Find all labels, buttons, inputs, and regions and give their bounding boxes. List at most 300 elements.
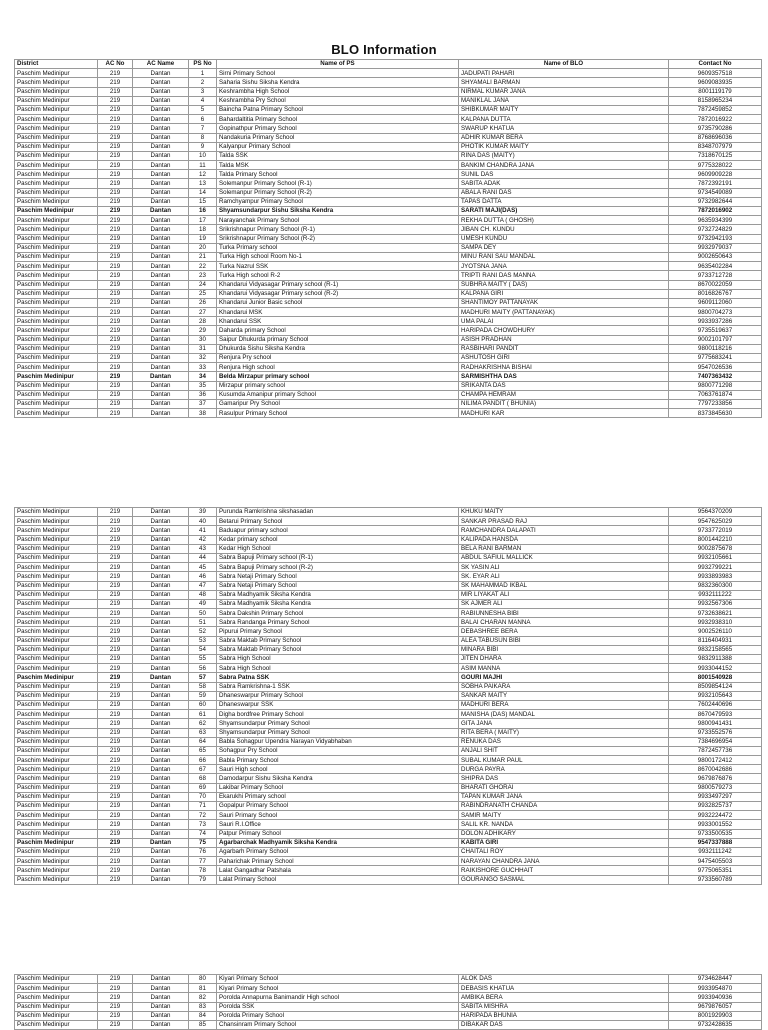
blo-name-cell: ASISH PRADHAN bbox=[459, 335, 669, 344]
ac-no-cell: 219 bbox=[98, 691, 133, 700]
contact-no-cell: 9933044152 bbox=[669, 664, 762, 673]
ac-name-cell: Dantan bbox=[133, 289, 189, 298]
ac-no-cell: 219 bbox=[98, 783, 133, 792]
table-row bbox=[15, 1011, 762, 1020]
ps-no-cell: 83 bbox=[189, 1002, 217, 1011]
blo-name-cell: CHAITALI ROY bbox=[459, 847, 669, 856]
table-row bbox=[15, 553, 762, 562]
ps-no-cell: 72 bbox=[189, 811, 217, 820]
ps-name-cell: Srikrishnapur Primary School (R-1) bbox=[217, 225, 459, 234]
ps-no-cell: 24 bbox=[189, 280, 217, 289]
contact-no-cell: 9609112060 bbox=[669, 298, 762, 307]
table-row bbox=[15, 829, 762, 838]
table-row bbox=[15, 599, 762, 608]
ac-no-cell: 219 bbox=[98, 655, 133, 664]
ac-name-cell: Dantan bbox=[133, 381, 189, 390]
ps-no-cell: 47 bbox=[189, 581, 217, 590]
district-cell: Paschim Medinipur bbox=[15, 975, 98, 984]
ac-no-cell: 219 bbox=[98, 774, 133, 783]
contact-no-cell: 9564370209 bbox=[669, 508, 762, 517]
table-row bbox=[15, 317, 762, 326]
ps-name-cell: Sauri High school bbox=[217, 765, 459, 774]
district-cell: Paschim Medinipur bbox=[15, 517, 98, 526]
table-row bbox=[15, 765, 762, 774]
ac-name-cell: Dantan bbox=[133, 115, 189, 124]
blo-name-cell: KALPANA GIRI bbox=[459, 289, 669, 298]
ac-name-cell: Dantan bbox=[133, 691, 189, 700]
ac-no-cell: 219 bbox=[98, 216, 133, 225]
district-cell: Paschim Medinipur bbox=[15, 765, 98, 774]
blo-table-page-3 bbox=[14, 974, 762, 1030]
ac-name-cell: Dantan bbox=[133, 563, 189, 572]
ps-name-cell: Gopalpur Primary School bbox=[217, 802, 459, 811]
district-cell: Paschim Medinipur bbox=[15, 197, 98, 206]
district-cell: Paschim Medinipur bbox=[15, 170, 98, 179]
contact-no-cell: 9933954870 bbox=[669, 984, 762, 993]
ps-name-cell: Damodarpur Sishu Siksha Kendra bbox=[217, 774, 459, 783]
blo-name-cell: SABITA ADAK bbox=[459, 179, 669, 188]
ac-no-cell: 219 bbox=[98, 344, 133, 353]
contact-no-cell: 9733712728 bbox=[669, 271, 762, 280]
table-body bbox=[15, 69, 762, 418]
table-row bbox=[15, 618, 762, 627]
ac-no-cell: 219 bbox=[98, 682, 133, 691]
district-cell: Paschim Medinipur bbox=[15, 133, 98, 142]
contact-no-cell: 9735790286 bbox=[669, 124, 762, 133]
ac-no-cell: 219 bbox=[98, 78, 133, 87]
ac-name-cell: Dantan bbox=[133, 975, 189, 984]
ps-name-cell: Renjura Pry school bbox=[217, 354, 459, 363]
table-row bbox=[15, 719, 762, 728]
ps-name-cell: Baincha Patna Primary School bbox=[217, 105, 459, 114]
table-row bbox=[15, 783, 762, 792]
blo-name-cell: BHARATI GHORAI bbox=[459, 783, 669, 792]
ac-name-cell: Dantan bbox=[133, 372, 189, 381]
ps-name-cell: Bahardaltitia Primary School bbox=[217, 115, 459, 124]
ac-name-cell: Dantan bbox=[133, 151, 189, 160]
table-row bbox=[15, 710, 762, 719]
ps-no-cell: 60 bbox=[189, 700, 217, 709]
column-header-contact-no: Contact No bbox=[669, 60, 762, 69]
ps-name-cell: Mirzapur primary school bbox=[217, 381, 459, 390]
blo-name-cell: SANKAR PRASAD RAJ bbox=[459, 517, 669, 526]
district-cell: Paschim Medinipur bbox=[15, 1011, 98, 1020]
ac-no-cell: 219 bbox=[98, 664, 133, 673]
ps-name-cell: Purunda Ramkrishna sikshasadan bbox=[217, 508, 459, 517]
table-row bbox=[15, 847, 762, 856]
ps-no-cell: 26 bbox=[189, 298, 217, 307]
ps-name-cell: Lalat Gangadhar Patshala bbox=[217, 866, 459, 875]
contact-no-cell: 9547625029 bbox=[669, 517, 762, 526]
table-row bbox=[15, 1020, 762, 1029]
contact-no-cell: 9800771298 bbox=[669, 381, 762, 390]
ps-name-cell: Sirni Primary School bbox=[217, 69, 459, 78]
district-cell: Paschim Medinipur bbox=[15, 243, 98, 252]
blo-name-cell: RASBIHARI PANDIT bbox=[459, 344, 669, 353]
ps-name-cell: Lakibar Primary School bbox=[217, 783, 459, 792]
district-cell: Paschim Medinipur bbox=[15, 838, 98, 847]
district-cell: Paschim Medinipur bbox=[15, 811, 98, 820]
table-row bbox=[15, 655, 762, 664]
blo-name-cell: BANKIM CHANDRA JANA bbox=[459, 161, 669, 170]
blo-name-cell: SK YASIN ALI bbox=[459, 563, 669, 572]
table-row bbox=[15, 572, 762, 581]
blo-name-cell: SARATI MAJI(DAS) bbox=[459, 207, 669, 216]
ac-no-cell: 219 bbox=[98, 847, 133, 856]
table-row bbox=[15, 298, 762, 307]
ac-no-cell: 219 bbox=[98, 737, 133, 746]
ps-name-cell: Khandarui Vidyasagar Primary school (R-2) bbox=[217, 289, 459, 298]
district-cell: Paschim Medinipur bbox=[15, 409, 98, 418]
ac-name-cell: Dantan bbox=[133, 179, 189, 188]
ps-no-cell: 1 bbox=[189, 69, 217, 78]
blo-name-cell: MADHURI BERA bbox=[459, 700, 669, 709]
ps-name-cell: Shyamsundarpur Sishu Siksha Kendra bbox=[217, 207, 459, 216]
ps-name-cell: Ekarukhi Primary school bbox=[217, 792, 459, 801]
ac-no-cell: 219 bbox=[98, 381, 133, 390]
contact-no-cell: 8373845630 bbox=[669, 409, 762, 418]
contact-no-cell: 9775328022 bbox=[669, 161, 762, 170]
contact-no-cell: 9933497297 bbox=[669, 792, 762, 801]
table-row bbox=[15, 262, 762, 271]
ps-name-cell: Sabra Netaji Primary School bbox=[217, 581, 459, 590]
ps-name-cell: Solemanpur Primary School (R-2) bbox=[217, 188, 459, 197]
ac-name-cell: Dantan bbox=[133, 710, 189, 719]
table-row bbox=[15, 399, 762, 408]
ps-name-cell: Dhukurda Sishu Siksha Kendra bbox=[217, 344, 459, 353]
table-row bbox=[15, 124, 762, 133]
blo-name-cell: SANKAR MAITY bbox=[459, 691, 669, 700]
ac-name-cell: Dantan bbox=[133, 133, 189, 142]
ac-name-cell: Dantan bbox=[133, 271, 189, 280]
blo-name-cell: JYOTSNA JANA bbox=[459, 262, 669, 271]
ac-name-cell: Dantan bbox=[133, 298, 189, 307]
ps-no-cell: 16 bbox=[189, 207, 217, 216]
table-row bbox=[15, 673, 762, 682]
contact-no-cell: 8670042686 bbox=[669, 765, 762, 774]
table-row bbox=[15, 993, 762, 1002]
ps-no-cell: 14 bbox=[189, 188, 217, 197]
ps-name-cell: Narayanchak Primary School bbox=[217, 216, 459, 225]
ac-no-cell: 219 bbox=[98, 188, 133, 197]
ac-no-cell: 219 bbox=[98, 271, 133, 280]
table-row bbox=[15, 774, 762, 783]
district-cell: Paschim Medinipur bbox=[15, 207, 98, 216]
ac-no-cell: 219 bbox=[98, 609, 133, 618]
table-row bbox=[15, 105, 762, 114]
ps-no-cell: 49 bbox=[189, 599, 217, 608]
ps-no-cell: 42 bbox=[189, 535, 217, 544]
ps-name-cell: Lalat Primary School bbox=[217, 875, 459, 884]
ps-no-cell: 46 bbox=[189, 572, 217, 581]
contact-no-cell: 7063761874 bbox=[669, 390, 762, 399]
blo-name-cell: RAIKISHORE GUCHHAIT bbox=[459, 866, 669, 875]
blo-name-cell: UMESH KUNDU bbox=[459, 234, 669, 243]
ps-no-cell: 22 bbox=[189, 262, 217, 271]
district-cell: Paschim Medinipur bbox=[15, 645, 98, 654]
ps-name-cell: Keshrambha Pry School bbox=[217, 96, 459, 105]
contact-no-cell: 9734549089 bbox=[669, 188, 762, 197]
ps-name-cell: Turka High school R-2 bbox=[217, 271, 459, 280]
ac-no-cell: 219 bbox=[98, 535, 133, 544]
ac-no-cell: 219 bbox=[98, 975, 133, 984]
contact-no-cell: 9800118216 bbox=[669, 344, 762, 353]
table-row bbox=[15, 363, 762, 372]
ac-name-cell: Dantan bbox=[133, 1020, 189, 1029]
blo-name-cell: GITA JANA bbox=[459, 719, 669, 728]
ps-name-cell: Chansinram Primary School bbox=[217, 1020, 459, 1029]
ac-name-cell: Dantan bbox=[133, 673, 189, 682]
table-row bbox=[15, 792, 762, 801]
column-header-ps-no: PS No bbox=[189, 60, 217, 69]
ps-no-cell: 13 bbox=[189, 179, 217, 188]
ac-no-cell: 219 bbox=[98, 811, 133, 820]
table-row bbox=[15, 197, 762, 206]
ac-no-cell: 219 bbox=[98, 197, 133, 206]
blo-name-cell: HARIPADA BHUNIA bbox=[459, 1011, 669, 1020]
ac-no-cell: 219 bbox=[98, 1011, 133, 1020]
district-cell: Paschim Medinipur bbox=[15, 719, 98, 728]
ac-no-cell: 219 bbox=[98, 581, 133, 590]
ac-name-cell: Dantan bbox=[133, 243, 189, 252]
table-row bbox=[15, 517, 762, 526]
contact-no-cell: 7872457736 bbox=[669, 746, 762, 755]
ps-name-cell: Kalyanpur Primary School bbox=[217, 142, 459, 151]
district-cell: Paschim Medinipur bbox=[15, 142, 98, 151]
table-row bbox=[15, 252, 762, 261]
ac-name-cell: Dantan bbox=[133, 207, 189, 216]
district-cell: Paschim Medinipur bbox=[15, 326, 98, 335]
contact-no-cell: 9609357518 bbox=[669, 69, 762, 78]
table-row bbox=[15, 728, 762, 737]
ps-no-cell: 73 bbox=[189, 820, 217, 829]
ac-name-cell: Dantan bbox=[133, 535, 189, 544]
blo-name-cell: AMBIKA BERA bbox=[459, 993, 669, 1002]
ps-name-cell: Sauri R.I.Office bbox=[217, 820, 459, 829]
contact-no-cell: 9932105643 bbox=[669, 691, 762, 700]
district-cell: Paschim Medinipur bbox=[15, 526, 98, 535]
district-cell: Paschim Medinipur bbox=[15, 599, 98, 608]
ps-name-cell: Sohagpur Pry School bbox=[217, 746, 459, 755]
ac-no-cell: 219 bbox=[98, 857, 133, 866]
district-cell: Paschim Medinipur bbox=[15, 820, 98, 829]
ps-name-cell: Sabra Madhyamik Siksha Kendra bbox=[217, 590, 459, 599]
district-cell: Paschim Medinipur bbox=[15, 673, 98, 682]
ac-no-cell: 219 bbox=[98, 234, 133, 243]
table-row bbox=[15, 609, 762, 618]
ac-no-cell: 219 bbox=[98, 289, 133, 298]
ps-no-cell: 65 bbox=[189, 746, 217, 755]
ps-no-cell: 34 bbox=[189, 372, 217, 381]
ac-no-cell: 219 bbox=[98, 115, 133, 124]
ps-no-cell: 56 bbox=[189, 664, 217, 673]
contact-no-cell: 9932567306 bbox=[669, 599, 762, 608]
table-row bbox=[15, 170, 762, 179]
ac-name-cell: Dantan bbox=[133, 820, 189, 829]
table-row bbox=[15, 179, 762, 188]
contact-no-cell: 9932224472 bbox=[669, 811, 762, 820]
district-cell: Paschim Medinipur bbox=[15, 225, 98, 234]
district-cell: Paschim Medinipur bbox=[15, 756, 98, 765]
ps-no-cell: 77 bbox=[189, 857, 217, 866]
contact-no-cell: 9932105661 bbox=[669, 553, 762, 562]
ps-name-cell: Sabra Maktab Primary School bbox=[217, 645, 459, 654]
ps-no-cell: 11 bbox=[189, 161, 217, 170]
district-cell: Paschim Medinipur bbox=[15, 627, 98, 636]
ps-name-cell: Talda SSK bbox=[217, 151, 459, 160]
ps-name-cell: Gopinathpur Primary School bbox=[217, 124, 459, 133]
ps-no-cell: 38 bbox=[189, 409, 217, 418]
contact-no-cell: 9547337888 bbox=[669, 838, 762, 847]
table-row bbox=[15, 271, 762, 280]
contact-no-cell: 9679876057 bbox=[669, 1002, 762, 1011]
district-cell: Paschim Medinipur bbox=[15, 875, 98, 884]
table-row bbox=[15, 984, 762, 993]
contact-no-cell: 9475405503 bbox=[669, 857, 762, 866]
ps-no-cell: 25 bbox=[189, 289, 217, 298]
table-row bbox=[15, 737, 762, 746]
district-cell: Paschim Medinipur bbox=[15, 710, 98, 719]
table-row bbox=[15, 581, 762, 590]
table-row bbox=[15, 409, 762, 418]
ac-name-cell: Dantan bbox=[133, 87, 189, 96]
ps-no-cell: 81 bbox=[189, 984, 217, 993]
ps-no-cell: 20 bbox=[189, 243, 217, 252]
blo-name-cell: RADHAKRISHNA BISHAI bbox=[459, 363, 669, 372]
contact-no-cell: 7872016922 bbox=[669, 115, 762, 124]
ac-name-cell: Dantan bbox=[133, 1011, 189, 1020]
ps-name-cell: Saharia Sishu Siksha Kendra bbox=[217, 78, 459, 87]
ps-name-cell: Turka Primary school bbox=[217, 243, 459, 252]
table-row bbox=[15, 838, 762, 847]
ac-no-cell: 219 bbox=[98, 719, 133, 728]
district-cell: Paschim Medinipur bbox=[15, 308, 98, 317]
blo-name-cell: MINU RANI SAU MANDAL bbox=[459, 252, 669, 261]
contact-no-cell: 9733552576 bbox=[669, 728, 762, 737]
contact-no-cell: 7872392191 bbox=[669, 179, 762, 188]
ac-name-cell: Dantan bbox=[133, 363, 189, 372]
ps-name-cell: Kusumda Amanipur primary School bbox=[217, 390, 459, 399]
ac-name-cell: Dantan bbox=[133, 847, 189, 856]
ac-no-cell: 219 bbox=[98, 87, 133, 96]
ac-no-cell: 219 bbox=[98, 829, 133, 838]
district-cell: Paschim Medinipur bbox=[15, 792, 98, 801]
blo-name-cell: SAMPA DEY bbox=[459, 243, 669, 252]
ps-no-cell: 35 bbox=[189, 381, 217, 390]
district-cell: Paschim Medinipur bbox=[15, 161, 98, 170]
blo-name-cell: BELA RANI BARMAN bbox=[459, 544, 669, 553]
table-row bbox=[15, 1002, 762, 1011]
district-cell: Paschim Medinipur bbox=[15, 508, 98, 517]
ac-no-cell: 219 bbox=[98, 308, 133, 317]
ps-no-cell: 61 bbox=[189, 710, 217, 719]
blo-name-cell: JIBAN CH. KUNDU bbox=[459, 225, 669, 234]
blo-name-cell: RAMCHANDRA DALAPATI bbox=[459, 526, 669, 535]
blo-name-cell: DEBASHREE BERA bbox=[459, 627, 669, 636]
ac-name-cell: Dantan bbox=[133, 69, 189, 78]
ps-no-cell: 7 bbox=[189, 124, 217, 133]
ac-no-cell: 219 bbox=[98, 820, 133, 829]
ps-no-cell: 30 bbox=[189, 335, 217, 344]
contact-no-cell: 8001442210 bbox=[669, 535, 762, 544]
district-cell: Paschim Medinipur bbox=[15, 69, 98, 78]
blo-name-cell: TRIPTI RANI DAS MANNA bbox=[459, 271, 669, 280]
ps-name-cell: Patpur Primary School bbox=[217, 829, 459, 838]
district-cell: Paschim Medinipur bbox=[15, 179, 98, 188]
table-row bbox=[15, 645, 762, 654]
district-cell: Paschim Medinipur bbox=[15, 78, 98, 87]
contact-no-cell: 9800704273 bbox=[669, 308, 762, 317]
blo-name-cell: MADHURI MAITY (PATTANAYAK) bbox=[459, 308, 669, 317]
ac-no-cell: 219 bbox=[98, 335, 133, 344]
table-row bbox=[15, 308, 762, 317]
ps-no-cell: 57 bbox=[189, 673, 217, 682]
ac-no-cell: 219 bbox=[98, 399, 133, 408]
ps-name-cell: Khandarui Junior Basic school bbox=[217, 298, 459, 307]
table-row bbox=[15, 700, 762, 709]
ps-no-cell: 28 bbox=[189, 317, 217, 326]
ps-no-cell: 9 bbox=[189, 142, 217, 151]
contact-no-cell: 9932111222 bbox=[669, 590, 762, 599]
ps-name-cell: Sabra Bapuji Primary school (R-1) bbox=[217, 553, 459, 562]
ac-name-cell: Dantan bbox=[133, 746, 189, 755]
contact-no-cell: 9732428635 bbox=[669, 1020, 762, 1029]
ac-name-cell: Dantan bbox=[133, 216, 189, 225]
ac-name-cell: Dantan bbox=[133, 829, 189, 838]
ac-no-cell: 219 bbox=[98, 298, 133, 307]
ac-name-cell: Dantan bbox=[133, 700, 189, 709]
ac-no-cell: 219 bbox=[98, 124, 133, 133]
table-row bbox=[15, 875, 762, 884]
table-row bbox=[15, 682, 762, 691]
district-cell: Paschim Medinipur bbox=[15, 390, 98, 399]
ac-name-cell: Dantan bbox=[133, 682, 189, 691]
ac-no-cell: 219 bbox=[98, 645, 133, 654]
table-row bbox=[15, 802, 762, 811]
ps-no-cell: 40 bbox=[189, 517, 217, 526]
blo-name-cell: SOBHA PAIKARA bbox=[459, 682, 669, 691]
ac-no-cell: 219 bbox=[98, 179, 133, 188]
table-row bbox=[15, 627, 762, 636]
ps-no-cell: 2 bbox=[189, 78, 217, 87]
ps-no-cell: 4 bbox=[189, 96, 217, 105]
district-cell: Paschim Medinipur bbox=[15, 655, 98, 664]
ps-no-cell: 19 bbox=[189, 234, 217, 243]
ps-name-cell: Daharda primary School bbox=[217, 326, 459, 335]
blo-name-cell: ADHIR KUMAR BERA bbox=[459, 133, 669, 142]
contact-no-cell: 9002526110 bbox=[669, 627, 762, 636]
ac-no-cell: 219 bbox=[98, 390, 133, 399]
ps-no-cell: 51 bbox=[189, 618, 217, 627]
blo-table-page-1 bbox=[14, 59, 762, 418]
ps-no-cell: 29 bbox=[189, 326, 217, 335]
ac-name-cell: Dantan bbox=[133, 811, 189, 820]
ps-no-cell: 44 bbox=[189, 553, 217, 562]
contact-no-cell: 8016826767 bbox=[669, 289, 762, 298]
blo-name-cell: SK AJMER ALI bbox=[459, 599, 669, 608]
contact-no-cell: 9932979037 bbox=[669, 243, 762, 252]
ps-name-cell: Kedar High School bbox=[217, 544, 459, 553]
ac-name-cell: Dantan bbox=[133, 655, 189, 664]
blo-name-cell: TAPAN KUMAR JANA bbox=[459, 792, 669, 801]
ps-no-cell: 37 bbox=[189, 399, 217, 408]
blo-name-cell: RABIUNNESHA BIBI bbox=[459, 609, 669, 618]
table-row bbox=[15, 756, 762, 765]
table-row bbox=[15, 234, 762, 243]
blo-name-cell: RINA DAS (MAITY) bbox=[459, 151, 669, 160]
table-row bbox=[15, 372, 762, 381]
ac-name-cell: Dantan bbox=[133, 984, 189, 993]
